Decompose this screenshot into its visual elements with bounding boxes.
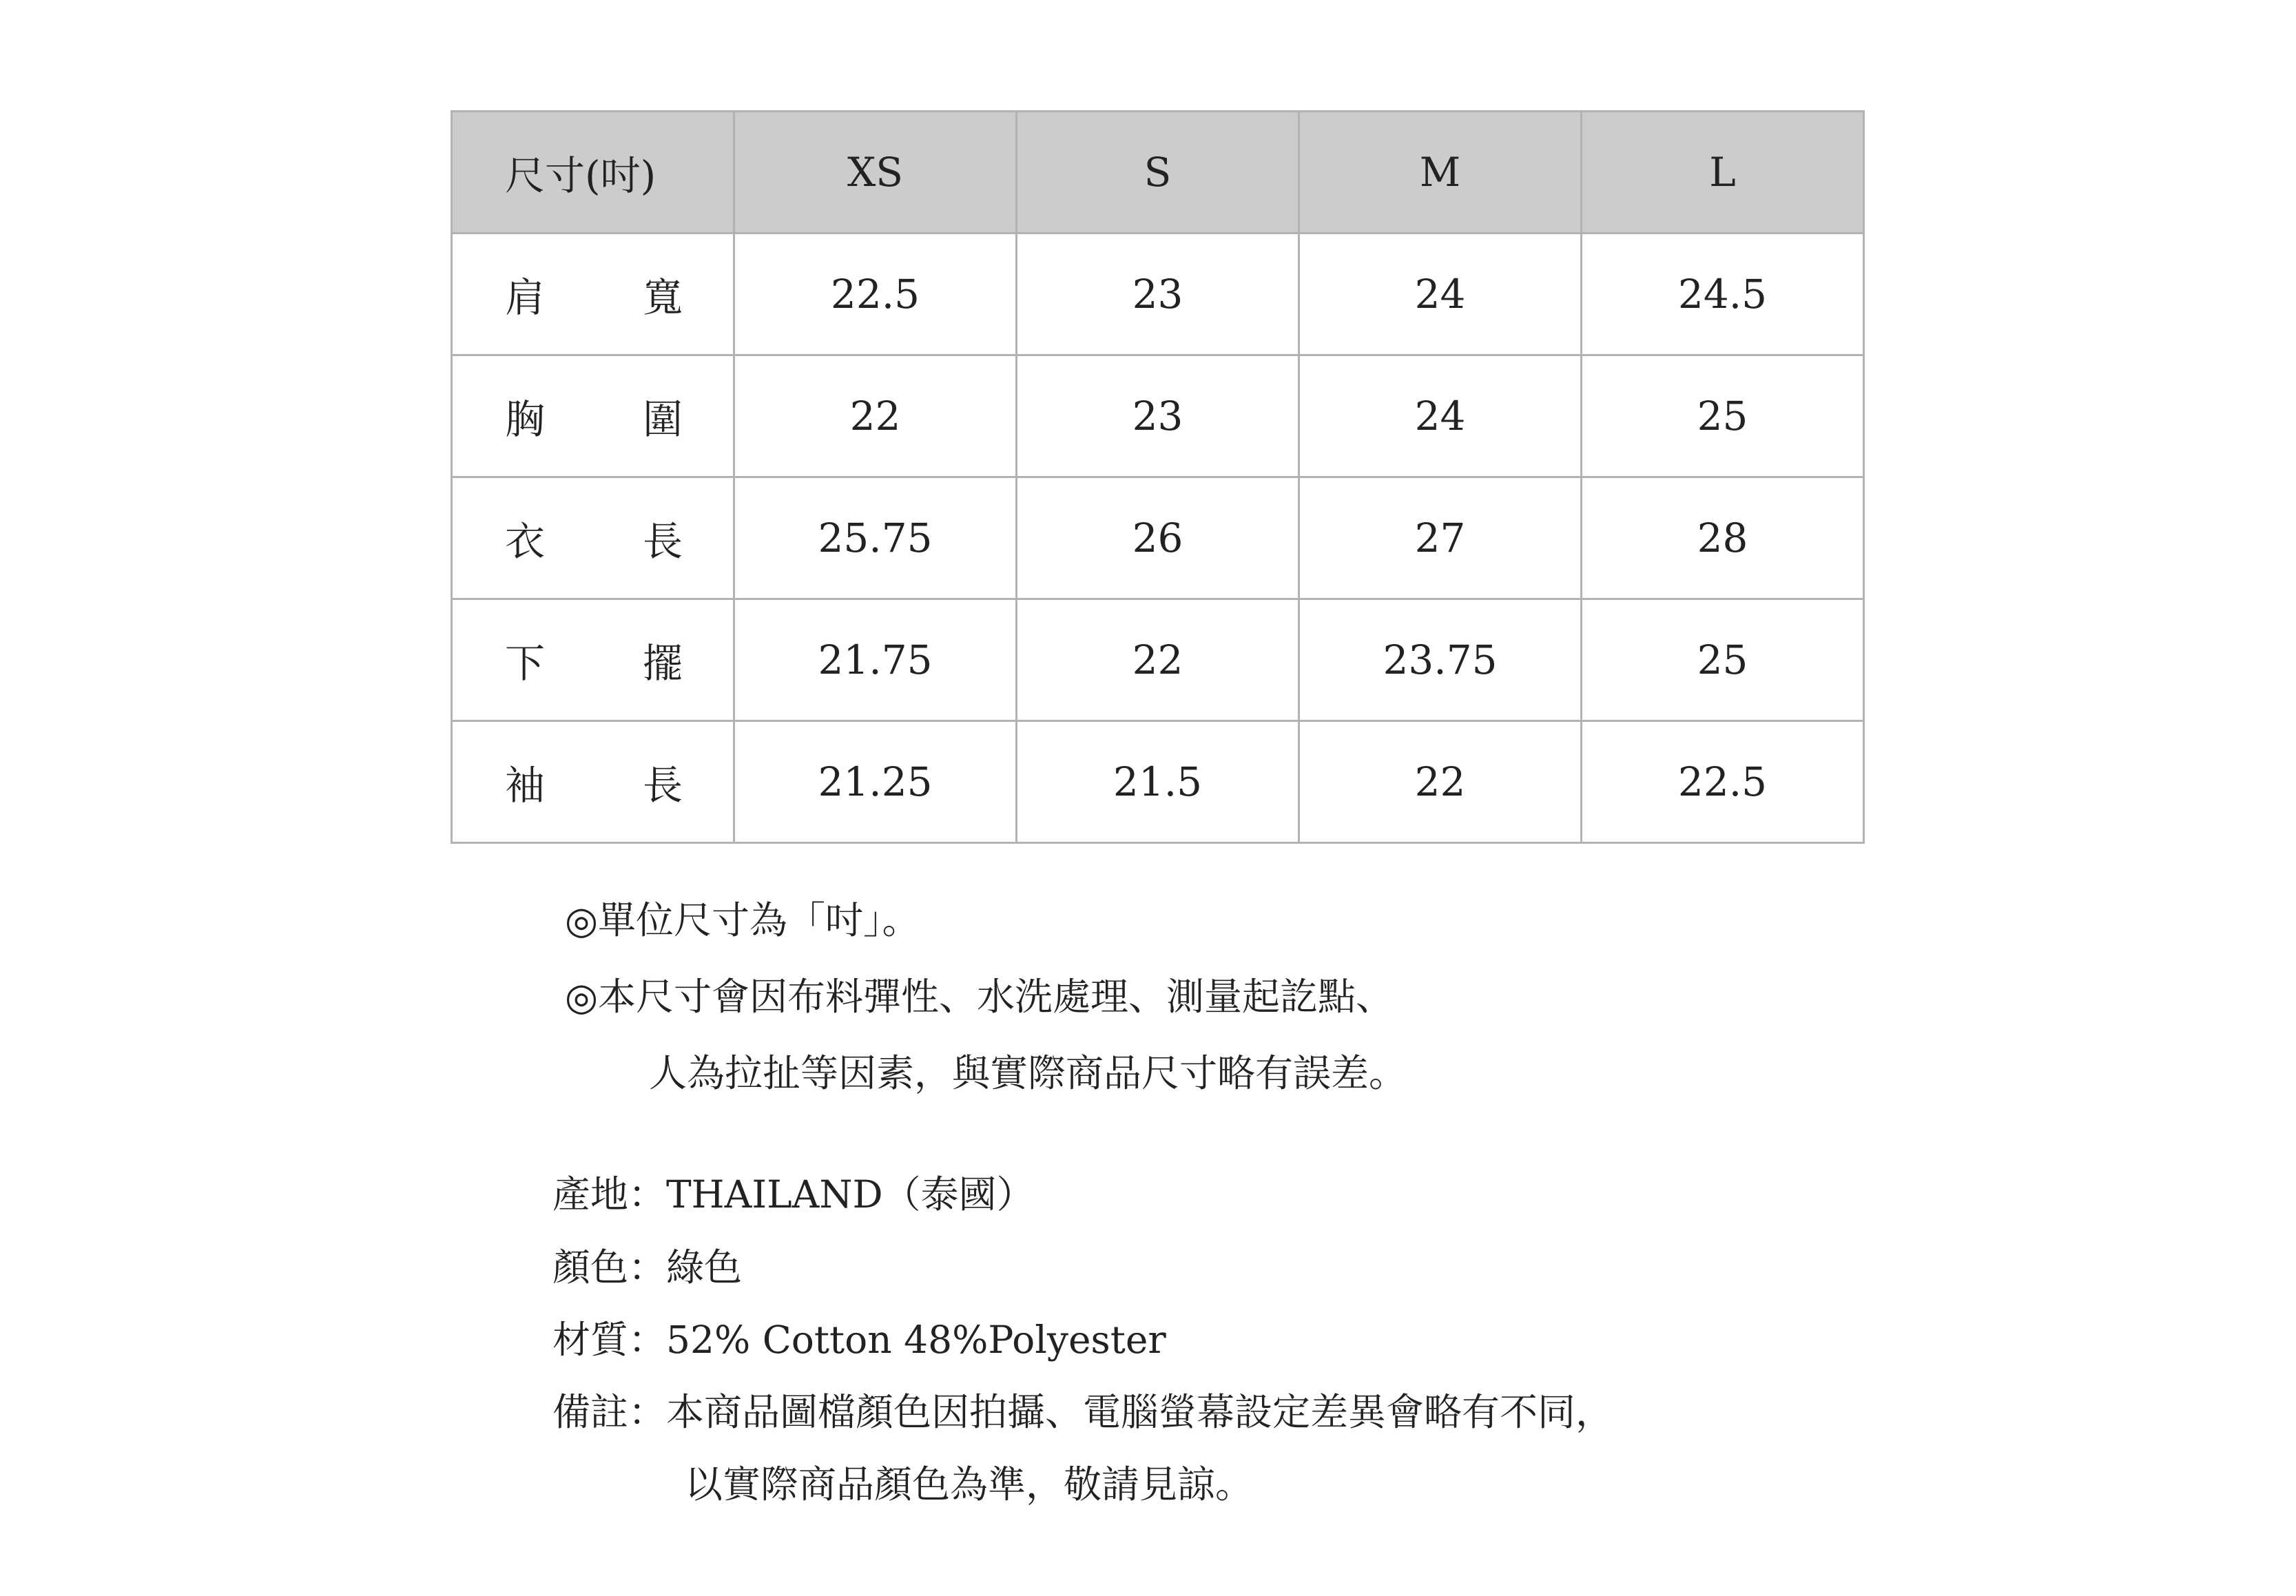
- label-char: 擺: [642, 640, 683, 687]
- table-cell: 22: [734, 355, 1017, 477]
- table-row-length: [452, 477, 1864, 599]
- table-cell: 25: [1582, 599, 1864, 721]
- variance-note-line2: 人為拉扯等因素，與實際商品尺寸略有誤差。: [649, 1051, 1407, 1095]
- variance-note-line1: ◎本尺寸會因布料彈性、水洗處理、測量起訖點、: [565, 975, 1394, 1019]
- remark-line2: 以實際商品顏色為準，敬請見諒。: [685, 1462, 1254, 1506]
- table-cell: 24: [1299, 355, 1582, 477]
- table-cell: 22: [1299, 721, 1582, 843]
- header-size-l: L: [1582, 112, 1864, 234]
- label-char: 長: [642, 762, 683, 809]
- table-row-shoulder: [452, 234, 1864, 355]
- header-size-m: M: [1299, 112, 1582, 234]
- table-cell: 22.5: [734, 234, 1017, 355]
- table-cell: 22.5: [1582, 721, 1864, 843]
- table-row-hem: [452, 599, 1864, 721]
- table-cell: 28: [1582, 477, 1864, 599]
- row-label: [452, 477, 734, 599]
- size-chart-table: [451, 110, 1865, 844]
- table-cell: 23.75: [1299, 599, 1582, 721]
- table-cell: 23: [1017, 234, 1299, 355]
- table-cell: 27: [1299, 477, 1582, 599]
- table-row-sleeve: [452, 721, 1864, 843]
- material-info: 材質：52% Cotton 48%Polyester: [552, 1318, 1166, 1362]
- table-cell: 26: [1017, 477, 1299, 599]
- table-row-chest: [452, 355, 1864, 477]
- table-cell: 21.25: [734, 721, 1017, 843]
- label-char: 長: [642, 518, 683, 565]
- table-cell: 25.75: [734, 477, 1017, 599]
- label-char: 衣: [505, 518, 546, 565]
- origin-info: 產地：THAILAND（泰國）: [552, 1172, 1035, 1216]
- table-cell: 21.75: [734, 599, 1017, 721]
- table-cell: 24.5: [1582, 234, 1864, 355]
- label-char: 下: [505, 640, 546, 687]
- remark-line1: 備註：本商品圖檔顏色因拍攝、電腦螢幕設定差異會略有不同，: [552, 1390, 1614, 1434]
- label-char: 寬: [642, 274, 683, 321]
- label-char: 胸: [505, 396, 546, 443]
- table-cell: 23: [1017, 355, 1299, 477]
- header-size-xs: XS: [734, 112, 1017, 234]
- label-char: 圍: [642, 396, 683, 443]
- table-cell: 24: [1299, 234, 1582, 355]
- row-label: [452, 721, 734, 843]
- row-label: [452, 234, 734, 355]
- table-header-row: [452, 112, 1864, 234]
- table-cell: 25: [1582, 355, 1864, 477]
- label-char: 肩: [505, 274, 546, 321]
- unit-note: ◎單位尺寸為「吋」。: [565, 898, 920, 942]
- table-cell: 21.5: [1017, 721, 1299, 843]
- header-size-unit: 尺寸(吋): [452, 112, 734, 234]
- row-label: [452, 599, 734, 721]
- label-char: 袖: [505, 762, 546, 809]
- table-cell: 22: [1017, 599, 1299, 721]
- color-info: 顏色：綠色: [552, 1245, 743, 1289]
- header-size-s: S: [1017, 112, 1299, 234]
- row-label: [452, 355, 734, 477]
